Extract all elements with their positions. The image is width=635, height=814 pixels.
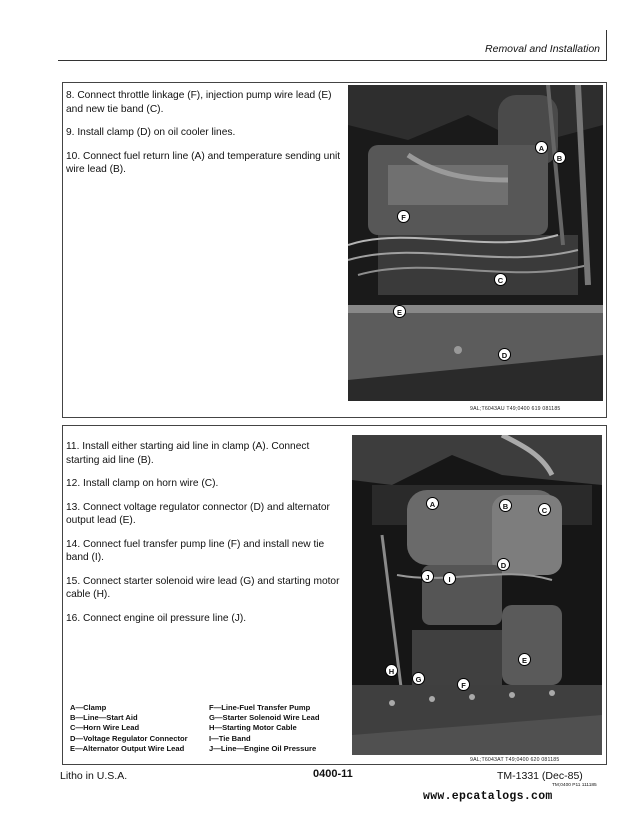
step-12: 12. Install clamp on horn wire (C). — [66, 478, 219, 489]
callout-e: E — [518, 653, 531, 666]
legend-item: C—Horn Wire Lead — [70, 723, 140, 733]
callout-e: E — [393, 305, 406, 318]
callout-c: C — [494, 273, 507, 286]
callout-f: F — [397, 210, 410, 223]
callout-g: G — [412, 672, 425, 685]
legend-item: F—Line-Fuel Transfer Pump — [209, 703, 311, 712]
callout-d: D — [498, 348, 511, 361]
step-14: 14. Connect fuel transfer pump line (F) and install new tie band (I). — [66, 538, 325, 563]
panel1-steps — [66, 89, 342, 187]
footer-code: TM;0400 P11 111185 — [552, 783, 597, 788]
legend-item: B—Line—Start Aid — [70, 713, 138, 723]
engine-photo-1-illustration — [348, 85, 603, 401]
legend-item: E—Alternator Output Wire Lead — [70, 743, 185, 753]
header-rule — [58, 60, 606, 61]
manual-number: TM-1331 (Dec-85) — [497, 770, 583, 782]
step-10: 10. Connect fuel return line (A) and temperature sending unit wire lead (B). — [66, 150, 341, 175]
step-11: 11. Install either starting aid line in clamp (A). Connect starting aid line (B). — [66, 441, 310, 466]
step-16: 16. Connect engine oil pressure line (J). — [66, 612, 247, 624]
step-9: 9. Install clamp (D) on oil cooler lines. — [66, 127, 236, 138]
callout-j: J — [421, 570, 434, 583]
step-15: 15. Connect starter solenoid wire lead (G) and starting motor cable (H). — [66, 575, 340, 600]
legend-item: H—Starting Motor Cable — [209, 723, 297, 733]
callout-a: A — [535, 141, 548, 154]
engine-photo-2 — [352, 435, 602, 755]
header-rule-vertical — [606, 30, 607, 61]
footer-printing-note: Litho in U.S.A. — [60, 770, 128, 782]
legend-item: D—Voltage Regulator Connector — [70, 733, 188, 743]
legend-right — [209, 703, 347, 754]
photo-2-caption: 9AL;T6043AT T49;0400 620 081185 — [470, 757, 560, 763]
legend-item: I—Tie Band — [209, 733, 251, 743]
callout-b: B — [553, 151, 566, 164]
legend-item: A—Clamp — [70, 703, 107, 712]
watermark: www.epcatalogs.com — [423, 790, 553, 803]
panel2-steps — [66, 440, 342, 635]
photo-1-caption: 9AL;T6043AU T49;0400 619 081185 — [470, 406, 561, 412]
callout-h: H — [385, 664, 398, 677]
legend-item: J—Line—Engine Oil Pressure — [209, 743, 317, 753]
callout-c: C — [538, 503, 551, 516]
callout-f: F — [457, 678, 470, 691]
engine-photo-2-illustration — [352, 435, 602, 755]
section-title: Removal and Installation — [485, 43, 600, 55]
legend-item: G—Starter Solenoid Wire Lead — [209, 713, 320, 723]
callout-i: I — [443, 572, 456, 585]
engine-photo-1 — [348, 85, 603, 401]
step-13: 13. Connect voltage regulator connector (D) and alternator output lead (E). — [66, 501, 330, 526]
page-number: 0400-11 — [313, 768, 353, 780]
legend-left — [70, 703, 210, 754]
callout-a: A — [426, 497, 439, 510]
callout-d: D — [497, 558, 510, 571]
callout-b: B — [499, 499, 512, 512]
step-8: 8. Connect throttle linkage (F), injection pump wire lead (E) and new tie band (C). — [66, 90, 332, 115]
